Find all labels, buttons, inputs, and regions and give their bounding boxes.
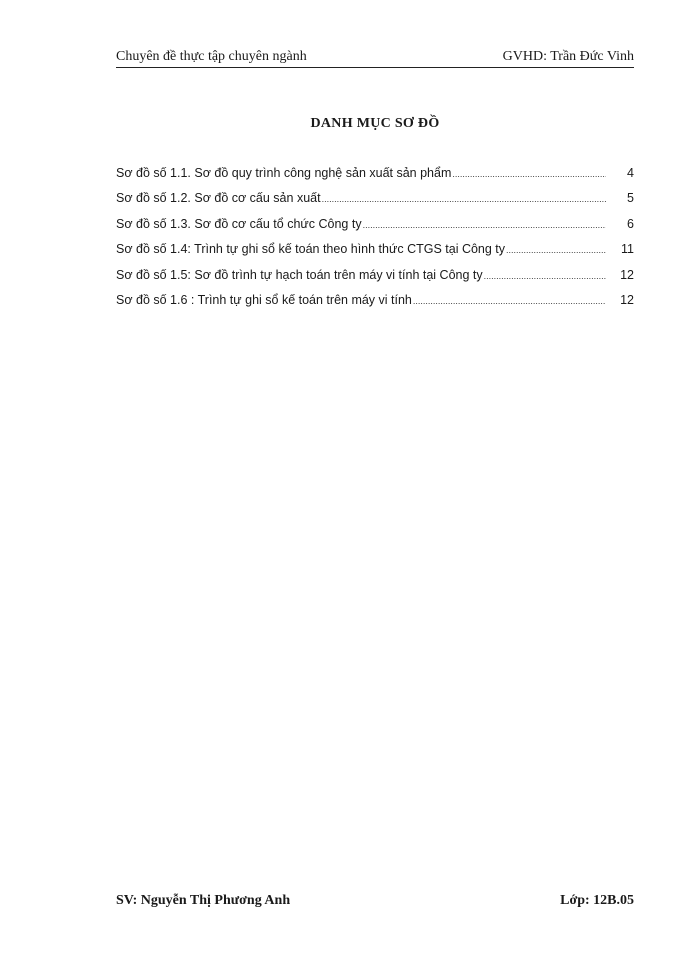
header-course-title: Chuyên đề thực tập chuyên ngành <box>116 49 307 64</box>
toc-entry-page: 12 <box>620 292 634 307</box>
toc-leader-dots <box>506 245 606 255</box>
toc-entry-page: 4 <box>627 166 634 180</box>
toc-entry-label: Sơ đồ số 1.6 : Trình tự ghi sổ kế toán trên máy vi tính <box>116 292 412 307</box>
toc-entry-page: 12 <box>620 267 634 282</box>
toc-entry-page: 11 <box>621 242 634 257</box>
toc-entry <box>116 293 634 318</box>
page-title: DANH MỤC SƠ ĐỒ <box>310 116 440 131</box>
toc-entry-label: Sơ đồ số 1.4: Trình tự ghi sổ kế toán theo hình thức CTGS tại Công ty <box>116 242 506 257</box>
toc-entry <box>116 217 634 242</box>
toc-entry <box>116 166 634 191</box>
footer-class: Lớp: 12B.05 <box>560 893 634 908</box>
toc-entry <box>116 268 634 293</box>
toc-entry-label: Sơ đồ số 1.1. Sơ đồ quy trình công nghệ sản xuất sản phẩm <box>116 166 452 180</box>
toc-leader-dots <box>363 220 606 230</box>
toc-leader-dots <box>322 194 606 204</box>
toc-leader-dots <box>484 271 606 281</box>
toc-entry-label: Sơ đồ số 1.2. Sơ đồ cơ cấu sản xuất <box>116 191 321 206</box>
toc-entry-page: 5 <box>627 191 634 206</box>
footer-student: SV: Nguyễn Thị Phương Anh <box>116 893 291 908</box>
toc-entry <box>116 242 634 267</box>
header-supervisor: GVHD: Trần Đức Vinh <box>502 49 634 64</box>
toc-entry-label: Sơ đồ số 1.5: Sơ đồ trình tự hạch toán trên máy vi tính tại Công ty <box>116 267 483 282</box>
toc-leader-dots <box>413 296 606 306</box>
toc-entry <box>116 191 634 216</box>
toc-leader-dots <box>452 169 606 179</box>
toc-entry-page: 6 <box>627 216 634 231</box>
toc-entry-label: Sơ đồ số 1.3. Sơ đồ cơ cấu tổ chức Công ty <box>116 216 362 231</box>
page-header <box>116 47 634 68</box>
diagram-list <box>116 166 634 318</box>
